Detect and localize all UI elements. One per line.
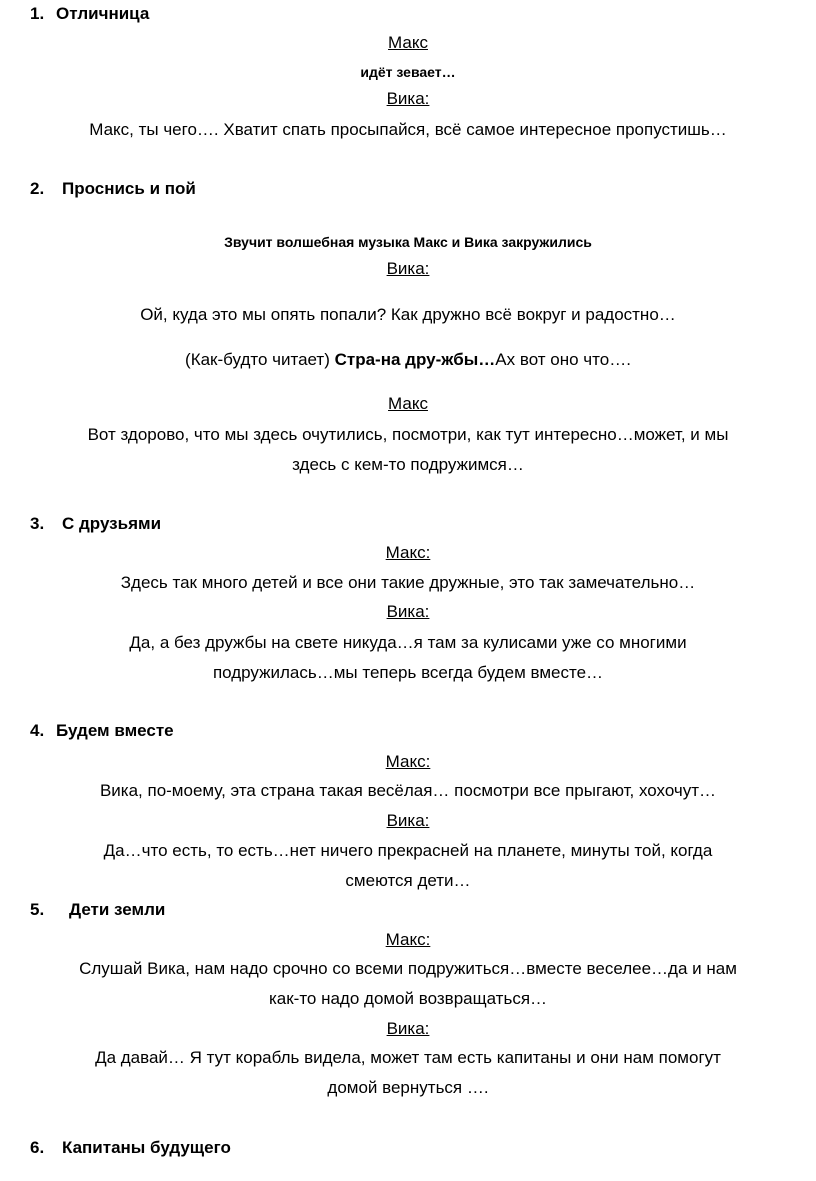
dialogue-bold-text: Стра-на дру-жбы…	[334, 350, 496, 369]
dialogue-line: смеются дети…	[345, 871, 471, 890]
dialogue-line: как-то надо домой возвращаться…	[268, 989, 548, 1008]
dialogue-line: Вика, по-моему, эта страна такая весёлая… посмотри все прыгают, хохочут…	[99, 781, 717, 800]
speaker-label: Вика:	[386, 1019, 430, 1038]
section-number: 1.	[30, 4, 45, 23]
section-heading-2	[30, 178, 196, 200]
speaker-label: Вика:	[386, 602, 430, 621]
section-heading-6	[30, 1137, 231, 1159]
section-number: 3.	[30, 514, 45, 533]
dialogue-line: Да давай… Я тут корабль видела, может там есть капитаны и они нам помогут	[95, 1048, 721, 1067]
speaker-label: Вика:	[386, 811, 430, 830]
stage-direction: Звучит волшебная музыка Макс и Вика закружились	[224, 234, 592, 250]
section-number: 6.	[30, 1138, 45, 1157]
dialogue-line: Слушай Вика, нам надо срочно со всеми подружиться…вместе веселее…да и нам	[79, 959, 737, 978]
section-heading-1	[30, 3, 149, 25]
section-heading-5	[30, 899, 165, 921]
dialogue-text: (Как-будто читает)	[185, 350, 335, 369]
section-heading-4	[30, 720, 174, 742]
section-heading-3	[30, 513, 161, 535]
dialogue-line: Вот здорово, что мы здесь очутились, посмотри, как тут интересно…может, и мы	[87, 425, 729, 444]
speaker-label: Макс:	[385, 543, 431, 562]
dialogue-line: Макс, ты чего…. Хватит спать просыпайся, всё самое интересное пропустишь…	[89, 120, 727, 139]
dialogue-line: Да, а без дружбы на свете никуда…я там за кулисами уже со многими	[129, 633, 687, 652]
dialogue-line: домой вернуться ….	[327, 1078, 489, 1097]
section-number: 5.	[30, 900, 45, 919]
speaker-label: Вика:	[386, 259, 430, 278]
section-title: Капитаны будущего	[62, 1138, 231, 1157]
dialogue-line-reading	[0, 349, 816, 371]
section-title: Дети земли	[69, 900, 166, 919]
section-title: Будем вместе	[56, 721, 174, 740]
speaker-label: Макс:	[385, 752, 431, 771]
section-title: С друзьями	[62, 514, 162, 533]
stage-direction: идёт зевает…	[360, 64, 456, 80]
section-number: 2.	[30, 179, 45, 198]
speaker-label: Макс	[388, 394, 428, 413]
speaker-label: Вика:	[386, 89, 430, 108]
dialogue-line: Ой, куда это мы опять попали? Как дружно всё вокруг и радостно…	[140, 305, 676, 324]
section-number: 4.	[30, 721, 45, 740]
dialogue-line: Да…что есть, то есть…нет ничего прекрасней на планете, минуты той, когда	[103, 841, 713, 860]
speaker-label: Макс:	[385, 930, 431, 949]
speaker-label: Макс	[388, 33, 428, 52]
dialogue-line: здесь с кем-то подружимся…	[292, 455, 524, 474]
dialogue-line: Здесь так много детей и все они такие дружные, это так замечательно…	[120, 573, 696, 592]
section-title: Отличница	[56, 4, 150, 23]
dialogue-line: подружилась…мы теперь всегда будем вместе…	[212, 663, 604, 682]
section-title: Проснись и пой	[62, 179, 196, 198]
dialogue-text: Ах вот оно что….	[495, 350, 631, 369]
